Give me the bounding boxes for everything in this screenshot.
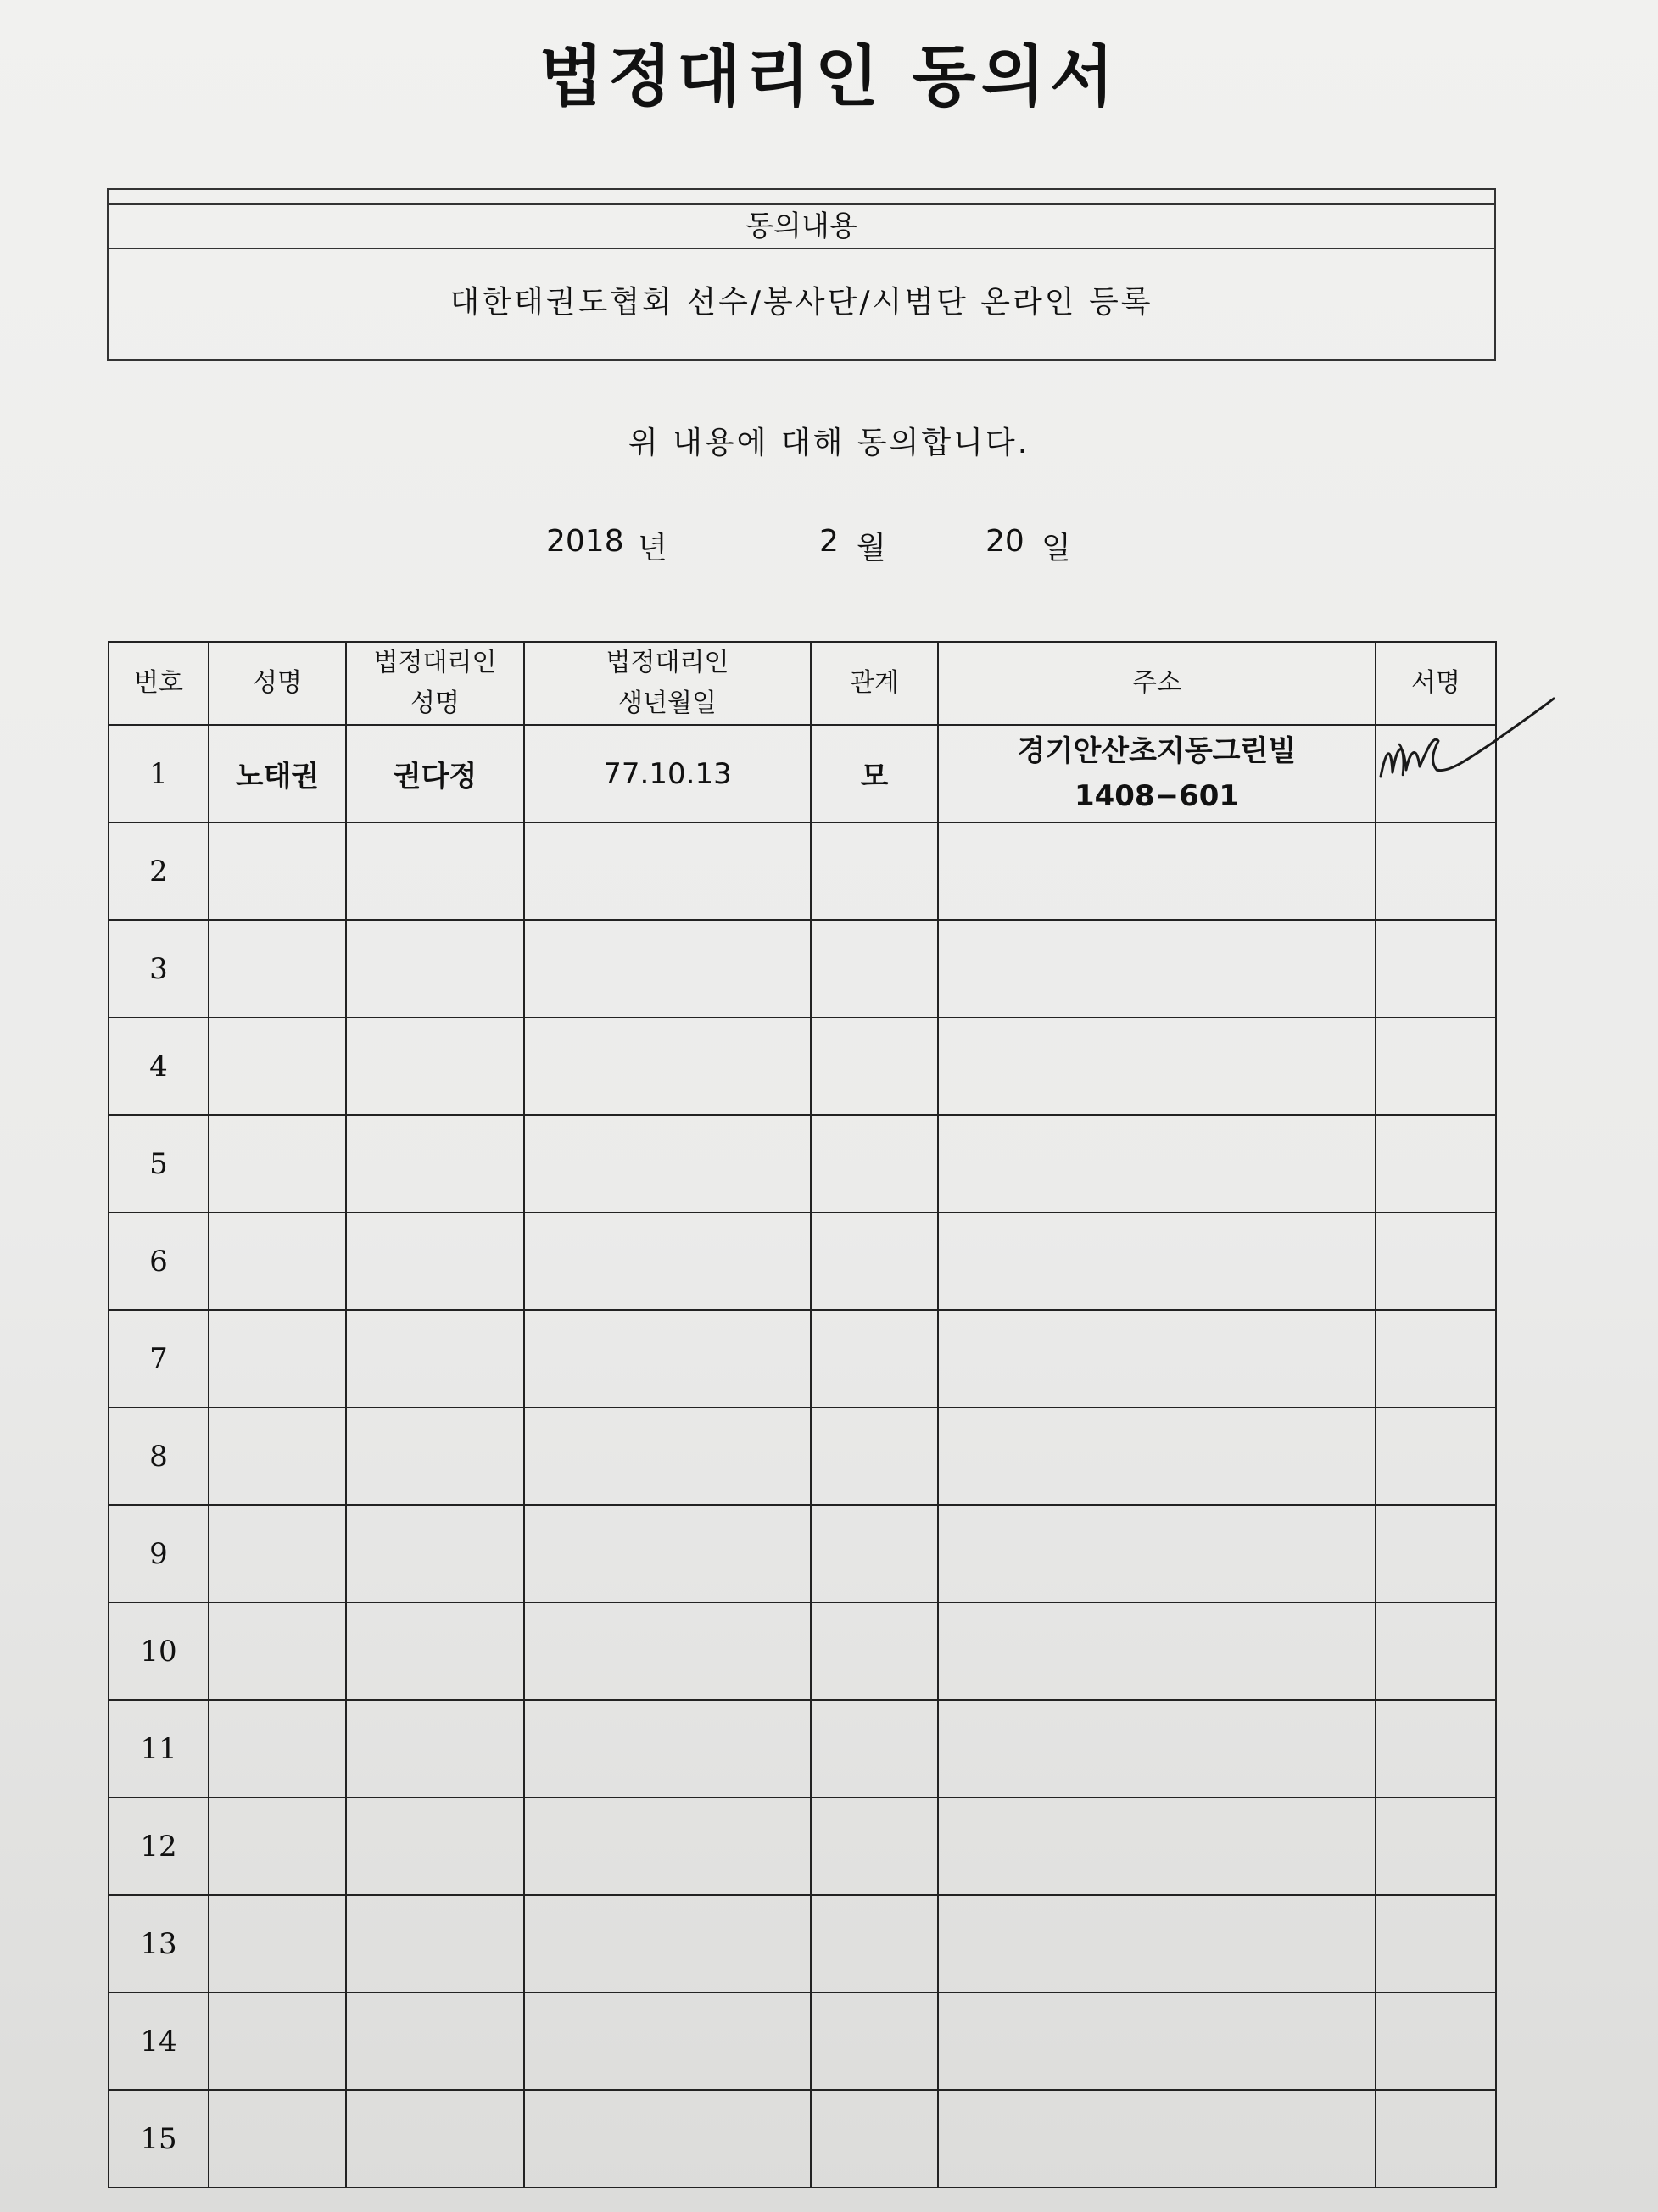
table-row [109,1700,1496,1797]
table-row [109,1407,1496,1505]
cell-rep-birth [524,1212,811,1310]
cell-relation [811,1407,938,1505]
cell-no: 4 [109,1017,209,1115]
cell-name: 노태권 [209,725,346,822]
cell-rep-birth [524,2090,811,2187]
cell-address [938,725,1376,822]
cell-signature [1376,1505,1496,1602]
cell-address [938,1115,1376,1212]
cell-no: 6 [109,1212,209,1310]
table-row [109,1115,1496,1212]
cell-signature [1376,1115,1496,1212]
consent-body: 대한태권도협회 선수/봉사단/시범단 온라인 등록 [449,285,1153,320]
cell-relation [811,1992,938,2090]
cell-no: 7 [109,1310,209,1407]
date-day-unit: 일 [1041,531,1071,566]
cell-no: 9 [109,1505,209,1602]
cell-signature [1376,1310,1496,1407]
cell-relation [811,920,938,1017]
table-row [109,2090,1496,2187]
cell-relation [811,2090,938,2187]
cell-signature [1376,1895,1496,1992]
cell-signature [1376,822,1496,920]
cell-rep-birth [524,920,811,1017]
cell-address [938,822,1376,920]
cell-address [938,1797,1376,1895]
cell-name [209,1992,346,2090]
cell-relation [811,1700,938,1797]
cell-signature [1376,1992,1496,2090]
cell-rep-name [346,1407,524,1505]
cell-rep-name [346,920,524,1017]
cell-address [938,1212,1376,1310]
cell-name [209,1212,346,1310]
cell-rep-birth [524,1602,811,1700]
address-line-1: 경기안산초지동그린빌 [1017,733,1297,768]
header-relation: 관계 [811,642,938,725]
table-row [109,1895,1496,1992]
cell-rep-name [346,1115,524,1212]
table-row [109,1212,1496,1310]
cell-relation [811,1017,938,1115]
cell-name [209,822,346,920]
cell-rep-name [346,1310,524,1407]
cell-address [938,1895,1376,1992]
consent-content-box [107,188,1496,361]
cell-rep-birth [524,1017,811,1115]
cell-address [938,1505,1376,1602]
table-body [109,725,1496,2187]
header-signature: 서명 [1376,642,1496,725]
consent-heading: 동의내용 [109,203,1494,249]
cell-no: 10 [109,1602,209,1700]
cell-rep-birth [524,1310,811,1407]
cell-name [209,1407,346,1505]
table-row [109,1017,1496,1115]
cell-signature [1376,2090,1496,2187]
agreement-statement: 위 내용에 대해 동의합니다. [628,426,1030,460]
cell-rep-birth [524,1797,811,1895]
cell-name [209,1797,346,1895]
cell-no: 13 [109,1895,209,1992]
cell-rep-name [346,1895,524,1992]
cell-name [209,2090,346,2187]
date-month: 2 [819,524,839,559]
cell-rep-name [346,1992,524,2090]
cell-no: 2 [109,822,209,920]
cell-rep-name [346,822,524,920]
cell-address [938,1700,1376,1797]
cell-signature [1376,1797,1496,1895]
cell-no: 3 [109,920,209,1017]
cell-rep-birth [524,1505,811,1602]
cell-rep-birth [524,1115,811,1212]
page-title: 법정대리인 동의서 [539,38,1119,115]
table-row [109,725,1496,822]
date-month-unit: 월 [857,531,886,566]
cell-signature [1376,1407,1496,1505]
cell-address [938,1407,1376,1505]
header-rep-name [346,642,524,725]
guardian-roster-table [108,641,1497,2188]
cell-signature [1376,920,1496,1017]
header-name: 성명 [209,642,346,725]
table-row [109,1310,1496,1407]
table-row [109,1602,1496,1700]
cell-rep-name [346,2090,524,2187]
cell-address [938,1310,1376,1407]
cell-rep-birth [524,822,811,920]
table-row [109,1797,1496,1895]
header-rep-birth [524,642,811,725]
cell-no: 8 [109,1407,209,1505]
cell-signature [1376,1602,1496,1700]
header-rep-birth-line2: 생년월일 [618,688,717,718]
cell-no: 5 [109,1115,209,1212]
header-address: 주소 [938,642,1376,725]
cell-name [209,1017,346,1115]
header-rep-name-line1: 법정대리인 [373,648,497,677]
cell-relation [811,1505,938,1602]
header-rep-birth-line1: 법정대리인 [606,648,729,677]
cell-name [209,1115,346,1212]
cell-rep-name: 권다정 [346,725,524,822]
cell-name [209,1310,346,1407]
cell-no: 15 [109,2090,209,2187]
cell-relation [811,1212,938,1310]
header-rep-name-line2: 성명 [410,688,460,718]
date-year: 2018 [546,524,624,559]
cell-rep-name [346,1602,524,1700]
cell-signature [1376,1700,1496,1797]
cell-rep-birth [524,1700,811,1797]
date-year-unit: 년 [638,531,667,566]
cell-rep-name [346,1017,524,1115]
cell-address [938,1992,1376,2090]
cell-no: 1 [109,725,209,822]
date-day: 20 [985,524,1024,559]
cell-name [209,1505,346,1602]
cell-no: 14 [109,1992,209,2090]
table-header-row [109,642,1496,725]
cell-relation [811,1310,938,1407]
cell-rep-birth [524,1895,811,1992]
cell-relation [811,822,938,920]
handwritten-signature [1374,692,1560,802]
table-row [109,1992,1496,2090]
table-row [109,822,1496,920]
cell-name [209,1602,346,1700]
cell-signature [1376,1212,1496,1310]
cell-rep-birth [524,1992,811,2090]
cell-rep-birth [524,1407,811,1505]
cell-signature [1376,1017,1496,1115]
cell-relation [811,1115,938,1212]
address-line-2: 1408−601 [1074,778,1240,813]
cell-no: 12 [109,1797,209,1895]
cell-rep-birth: 77.10.13 [524,725,811,822]
cell-no: 11 [109,1700,209,1797]
cell-rep-name [346,1212,524,1310]
cell-name [209,920,346,1017]
cell-address [938,1602,1376,1700]
cell-relation [811,1602,938,1700]
cell-rep-name [346,1700,524,1797]
cell-name [209,1700,346,1797]
table-row [109,1505,1496,1602]
cell-address [938,2090,1376,2187]
cell-relation: 모 [811,725,938,822]
cell-name [209,1895,346,1992]
table-row [109,920,1496,1017]
cell-relation [811,1895,938,1992]
cell-rep-name [346,1505,524,1602]
cell-address [938,920,1376,1017]
cell-relation [811,1797,938,1895]
cell-address [938,1017,1376,1115]
cell-rep-name [346,1797,524,1895]
header-no: 번호 [109,642,209,725]
